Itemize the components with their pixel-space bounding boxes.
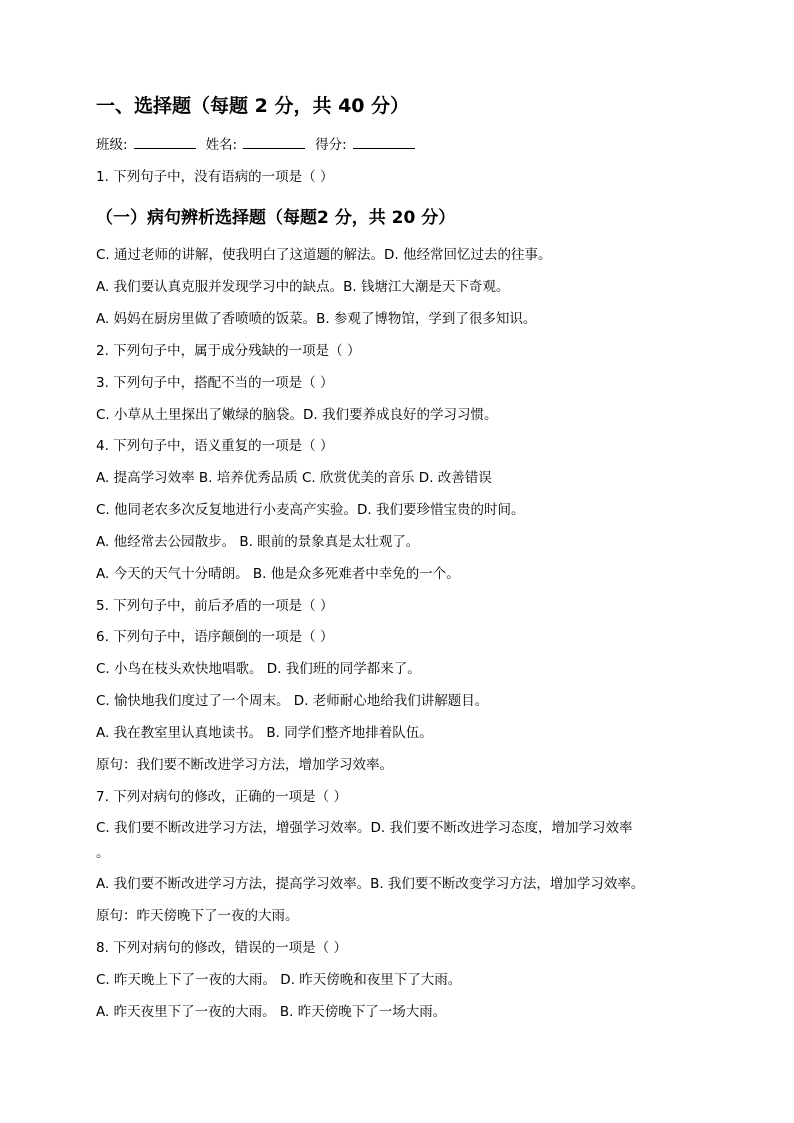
- text-line: A. 我们要不断改进学习方法，提高学习效率。B. 我们要不断改变学习方法，增加学习效率。: [96, 876, 645, 892]
- text-line: A. 今天的天气十分晴朗。 B. 他是众多死难者中幸免的一个。: [96, 566, 460, 582]
- subsection-title: （一）病句辨析选择题（每题2 分，共 20 分）: [96, 208, 456, 228]
- text-line: 原句：昨天傍晚下了一夜的大雨。: [96, 908, 299, 924]
- name-blank[interactable]: [243, 136, 305, 149]
- text-line: C. 昨天晚上下了一夜的大雨。 D. 昨天傍晚和夜里下了大雨。: [96, 972, 462, 988]
- class-label: 班级:: [96, 137, 128, 153]
- text-line: A. 妈妈在厨房里做了香喷喷的饭菜。B. 参观了博物馆，学到了很多知识。: [96, 311, 537, 327]
- text-line: C. 他同老农多次反复地进行小麦高产实验。D. 我们要珍惜宝贵的时间。: [96, 502, 525, 518]
- text-line: 8. 下列对病句的修改，错误的一项是（ ）: [96, 940, 347, 956]
- score-label: 得分:: [315, 137, 347, 153]
- text-line: 6. 下列句子中，语序颠倒的一项是（ ）: [96, 629, 334, 645]
- text-line: C. 我们要不断改进学习方法，增强学习效率。D. 我们要不断改进学习态度，增加学习效率: [96, 820, 633, 836]
- text-line: C. 愉快地我们度过了一个周末。 D. 老师耐心地给我们讲解题目。: [96, 693, 489, 709]
- text-line: 5. 下列句子中，前后矛盾的一项是（ ）: [96, 598, 334, 614]
- text-line: C. 小草从土里探出了嫩绿的脑袋。D. 我们要养成良好的学习习惯。: [96, 407, 498, 423]
- text-line: 原句：我们要不断改进学习方法，增加学习效率。: [96, 757, 393, 773]
- text-line: 3. 下列句子中，搭配不当的一项是（ ）: [96, 375, 334, 391]
- text-line: A. 我们要认真克服并发现学习中的缺点。B. 钱塘江大潮是天下奇观。: [96, 279, 510, 295]
- student-info-row: [96, 135, 425, 155]
- score-blank[interactable]: [353, 136, 415, 149]
- question-line: 1. 下列句子中，没有语病的一项是（ ）: [96, 169, 334, 185]
- text-line: A. 提高学习效率 B. 培养优秀品质 C. 欣赏优美的音乐 D. 改善错误: [96, 470, 492, 486]
- text-line: C. 小鸟在枝头欢快地唱歌。 D. 我们班的同学都来了。: [96, 661, 421, 677]
- text-line: 7. 下列对病句的修改，正确的一项是（ ）: [96, 789, 347, 805]
- text-line: A. 我在教室里认真地读书。 B. 同学们整齐地排着队伍。: [96, 725, 433, 741]
- text-line: 2. 下列句子中，属于成分残缺的一项是（ ）: [96, 343, 361, 359]
- name-label: 姓名:: [205, 137, 238, 153]
- text-line: A. 昨天夜里下了一夜的大雨。 B. 昨天傍晚下了一场大雨。: [96, 1004, 447, 1020]
- text-line: A. 他经常去公园散步。 B. 眼前的景象真是太壮观了。: [96, 534, 420, 550]
- section-title: 一、选择题（每题 2 分，共 40 分）: [96, 95, 410, 117]
- text-line: 。: [96, 845, 110, 861]
- text-line: 4. 下列句子中，语义重复的一项是（ ）: [96, 438, 334, 454]
- text-line: C. 通过老师的讲解，使我明白了这道题的解法。D. 他经常回忆过去的往事。: [96, 247, 552, 263]
- class-blank[interactable]: [134, 136, 196, 149]
